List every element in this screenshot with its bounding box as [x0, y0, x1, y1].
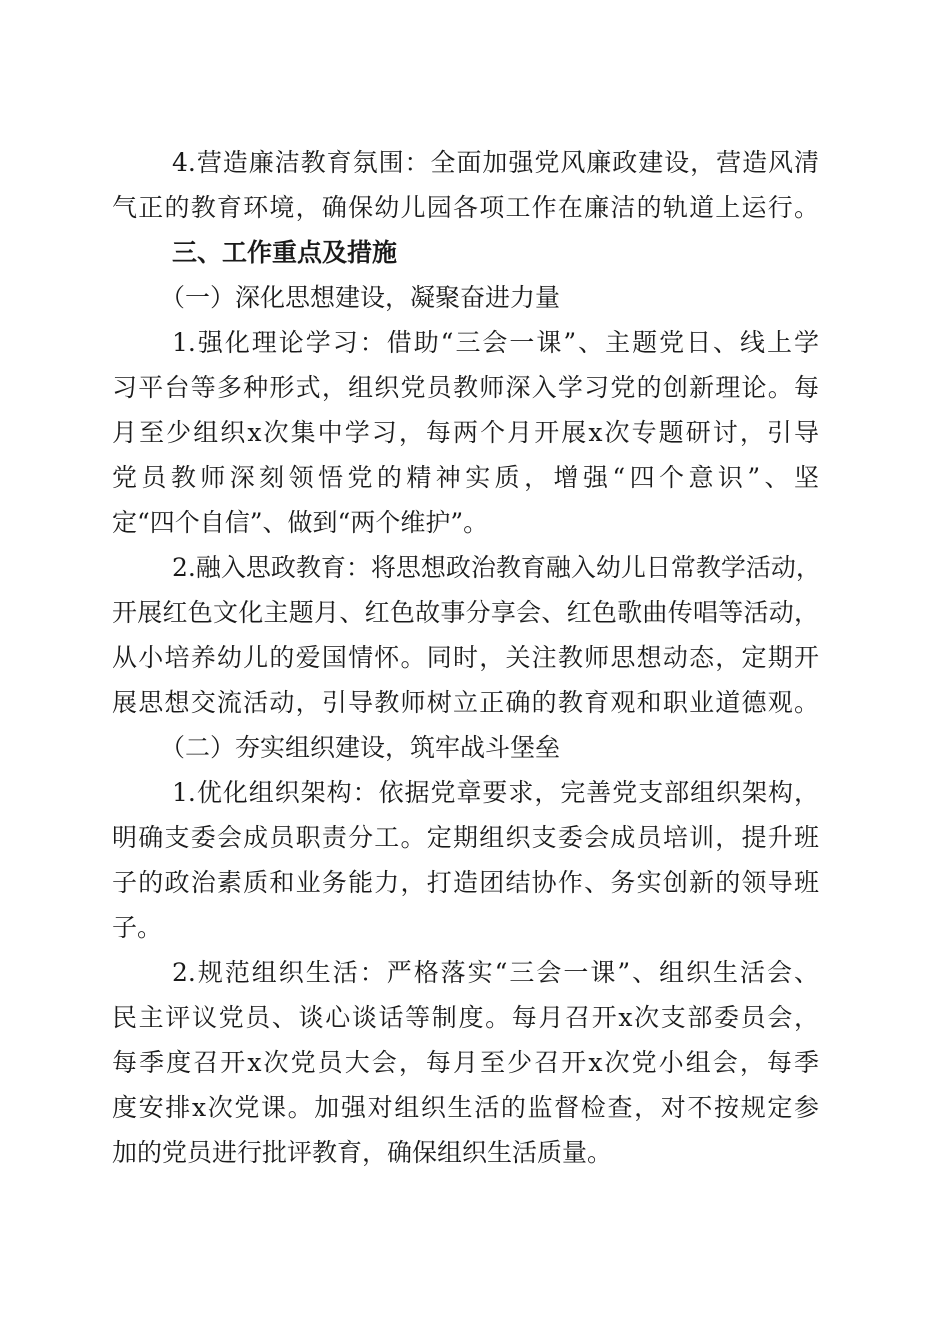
- subsection-heading: （二）夯实组织建设，筑牢战斗堡垒: [160, 733, 561, 762]
- paragraph-line: 气正的教育环境，确保幼儿园各项工作在廉洁的轨道上运行。: [112, 193, 819, 222]
- paragraph-line: 加的党员进行批评教育，确保组织生活质量。: [112, 1138, 613, 1167]
- paragraph-line: 子的政治素质和业务能力，打造团结协作、务实创新的领导班: [112, 868, 819, 897]
- paragraph-line: 定“四个自信”、做到“两个维护”。: [112, 508, 489, 537]
- paragraph-line: 4.营造廉洁教育氛围：全面加强党风廉政建设，营造风清: [172, 148, 819, 177]
- paragraph-line: 从小培养幼儿的爱国情怀。同时，关注教师思想动态，定期开: [112, 643, 819, 672]
- paragraph-line: 习平台等多种形式，组织党员教师深入学习党的创新理论。每: [112, 373, 819, 402]
- paragraph-line: 明确支委会成员职责分工。定期组织支委会成员培训，提升班: [112, 823, 819, 852]
- paragraph-line: 1.优化组织架构：依据党章要求，完善党支部组织架构，: [172, 778, 819, 807]
- paragraph-line: 月至少组织x次集中学习，每两个月开展x次专题研讨，引导: [112, 418, 819, 447]
- subsection-heading: （一）深化思想建设，凝聚奋进力量: [160, 283, 561, 312]
- paragraph-line: 党员教师深刻领悟党的精神实质，增强“四个意识”、坚: [112, 463, 819, 492]
- paragraph-line: 度安排x次党课。加强对组织生活的监督检查，对不按规定参: [112, 1093, 819, 1122]
- paragraph-line: 2.融入思政教育：将思想政治教育融入幼儿日常教学活动，: [172, 553, 821, 582]
- paragraph-line: 展思想交流活动，引导教师树立正确的教育观和职业道德观。: [112, 688, 819, 717]
- paragraph-line: 民主评议党员、谈心谈话等制度。每月召开x次支部委员会，: [112, 1003, 819, 1032]
- paragraph-line: 1.强化理论学习：借助“三会一课”、主题党日、线上学: [172, 328, 819, 357]
- paragraph-line: 开展红色文化主题月、红色故事分享会、红色歌曲传唱等活动，: [112, 598, 819, 627]
- paragraph-line: 每季度召开x次党员大会，每月至少召开x次党小组会，每季: [112, 1048, 819, 1077]
- paragraph-line: 子。: [112, 913, 163, 942]
- section-heading: 三、工作重点及措施: [172, 238, 398, 267]
- paragraph-line: 2.规范组织生活：严格落实“三会一课”、组织生活会、: [172, 958, 819, 987]
